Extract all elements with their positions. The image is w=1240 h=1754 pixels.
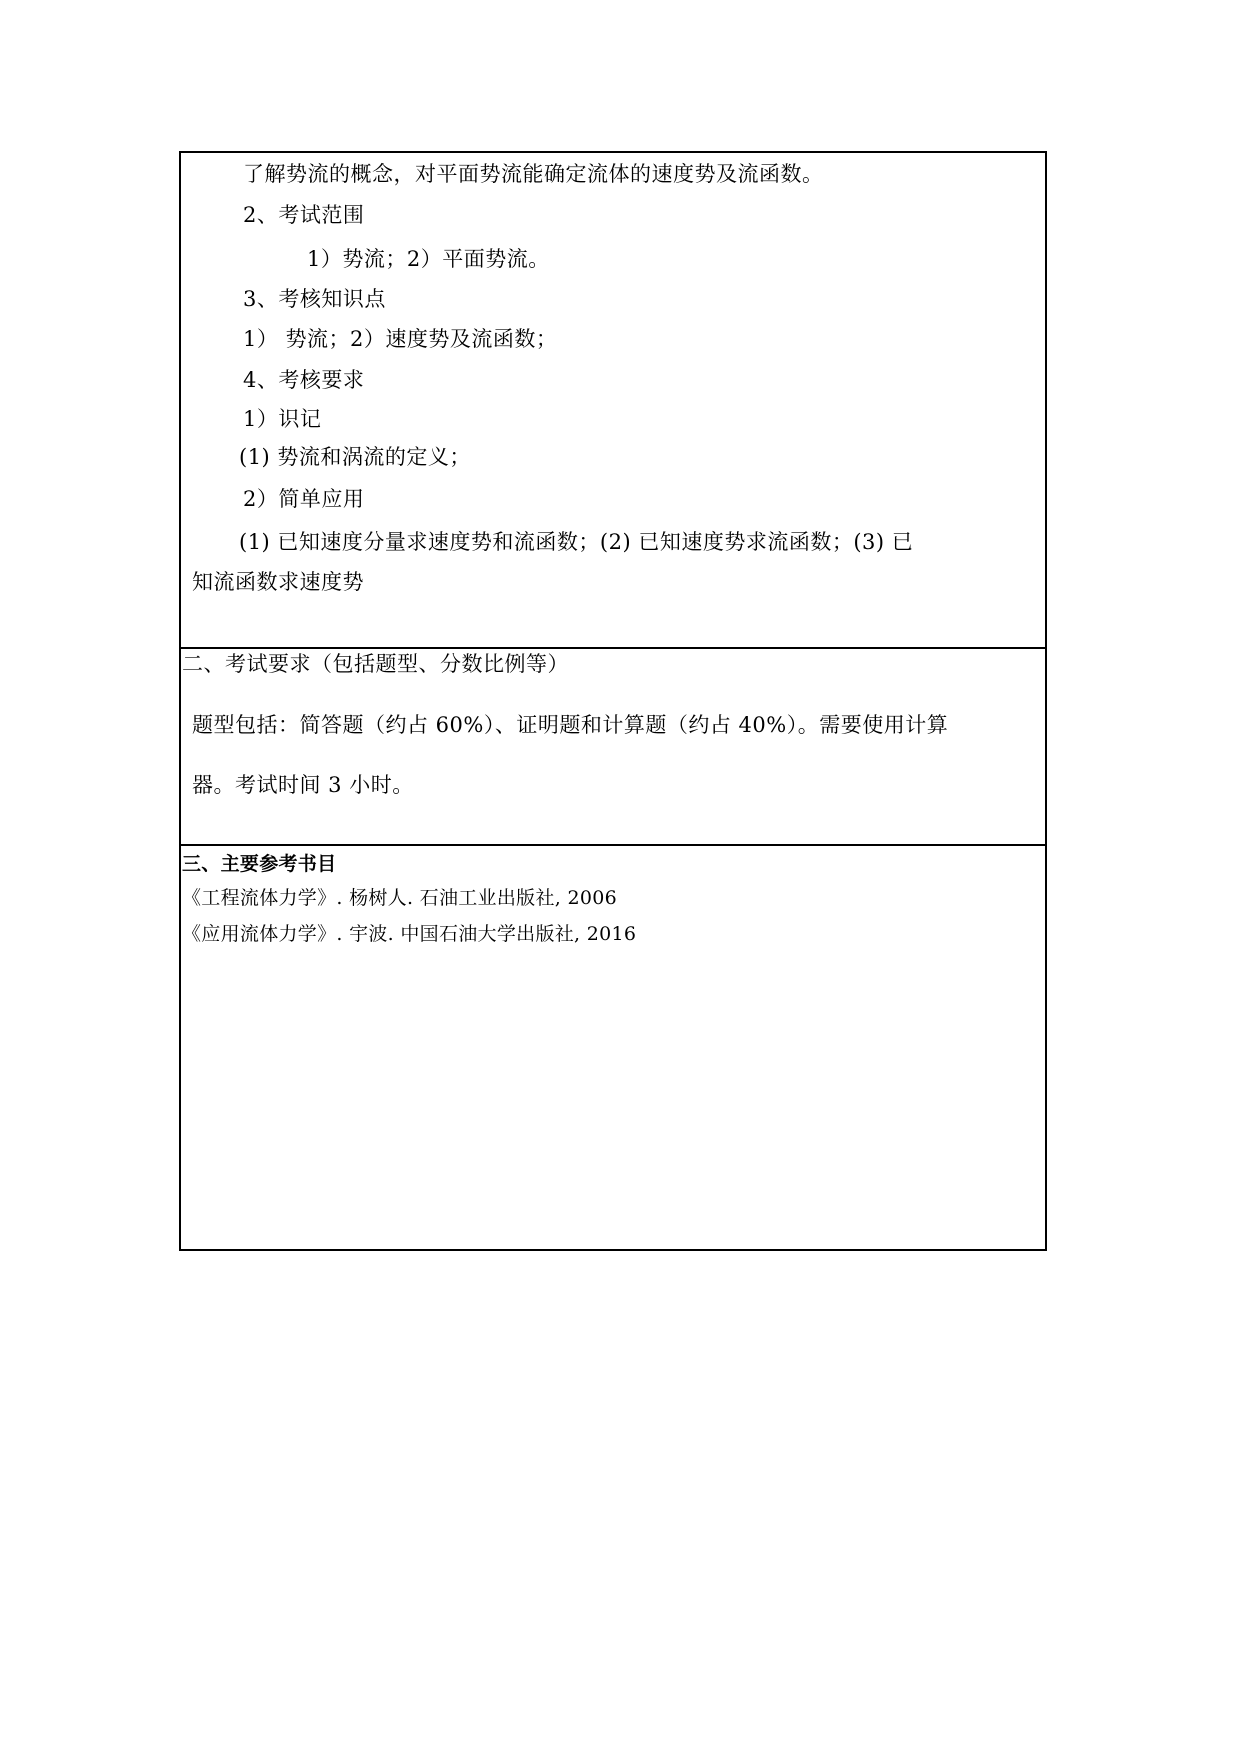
reference-item: 《工程流体力学》. 杨树人. 石油工业出版社, 2006: [182, 887, 617, 909]
exam-requirements-body-line1: 题型包括：简答题（约占 60%）、证明题和计算题（约占 40%）。需要使用计算: [192, 713, 949, 737]
exam-requirements-body-line2: 器。考试时间 3 小时。: [192, 773, 414, 797]
knowledge-heading: 3、考核知识点: [243, 287, 386, 311]
section-divider-2: [181, 844, 1045, 846]
scope-content: 1）势流；2）平面势流。: [307, 247, 550, 271]
reference-item: 《应用流体力学》. 宇波. 中国石油大学出版社, 2016: [182, 923, 637, 945]
intro-text: 了解势流的概念，对平面势流能确定流体的速度势及流函数。: [243, 162, 824, 186]
application-heading: 2）简单应用: [243, 487, 365, 511]
references-heading: 三、主要参考书目: [182, 853, 337, 875]
section-divider-1: [181, 647, 1045, 649]
recall-heading: 1）识记: [243, 407, 322, 431]
exam-requirements-heading: 二、考试要求（包括题型、分数比例等）: [182, 652, 569, 676]
requirements-heading: 4、考核要求: [243, 368, 365, 392]
application-item-line1: (1) 已知速度分量求速度势和流函数；(2) 已知速度势求流函数；(3) 已: [239, 530, 914, 554]
scope-heading: 2、考试范围: [243, 203, 365, 227]
exam-syllabus-table: [179, 151, 1047, 1251]
knowledge-content: 1） 势流；2）速度势及流函数；: [243, 327, 558, 351]
recall-item: (1) 势流和涡流的定义；: [239, 445, 471, 469]
application-item-line2: 知流函数求速度势: [192, 570, 364, 594]
